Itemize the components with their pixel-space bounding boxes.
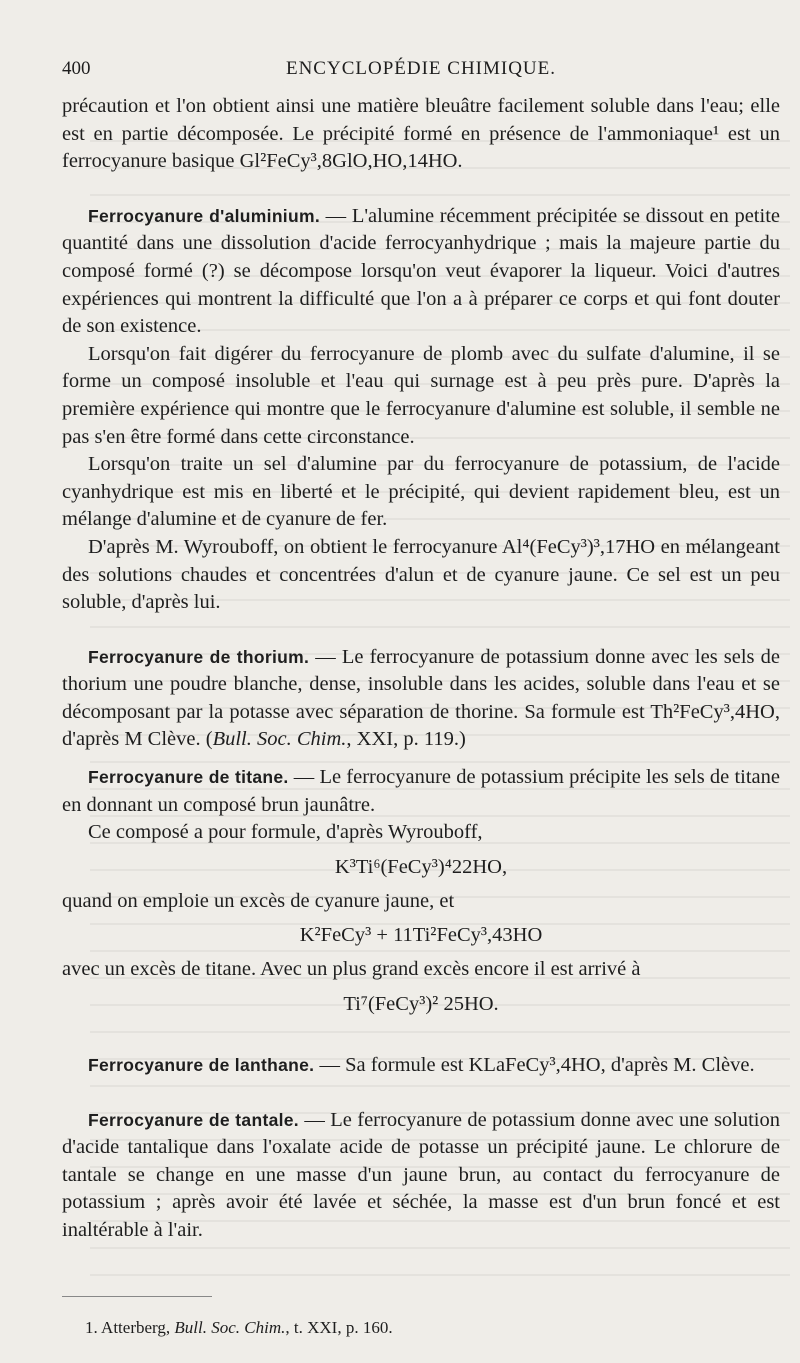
page-number: 400 xyxy=(62,58,91,79)
footnote-journal: Bull. Soc. Chim. xyxy=(174,1318,286,1337)
paragraph: Lorsqu'on traite un sel d'alumine par du ferrocyanure de potassium, de l'acide cyanhydrique est mis en liberté et le précipité, qui devient rapidement bleu, est un mélange d'alumine et de cyanure de fer. xyxy=(62,453,780,531)
page-header xyxy=(62,58,780,86)
formula: K³Ti⁶(FeCy³)⁴22HO, xyxy=(334,855,508,878)
paragraph: Ce composé a pour formule, d'après Wyrouboff, xyxy=(88,821,483,844)
section-titane: Ferrocyanure de titane. — Le ferrocyanure de potassium précipite les sels de titane en donnant un composé brun jaunâtre. xyxy=(62,766,781,816)
section-heading-lanthane: Ferrocyanure de lanthane. xyxy=(88,1055,315,1076)
section-heading-aluminium: Ferrocyanure d'aluminium. xyxy=(88,205,320,226)
journal-citation: Bull. Soc. Chim. xyxy=(212,728,347,751)
paragraph: quand on emploie un excès de cyanure jaune, et xyxy=(62,889,455,912)
section-aluminium: Ferrocyanure d'aluminium. — L'alumine récemment précipitée se dissout en petite quantité dans une dissolution d'acide ferrocyanhydrique ; mais la majeure partie du composé formé (?) se décompose lorsqu'on veut évaporer la liqueur. Voici d'autres expériences qui montrent la difficulté que l'on a à préparer ce corps et qui font douter de son existence. xyxy=(62,204,780,338)
section-tantale: Ferrocyanure de tantale. — Le ferrocyanure de potassium donne avec une solution d'acide tantalique dans l'oxalate acide de potasse un précipité jaune. Le chlorure de tantale se change en une masse d'un jaune brun, au contact du ferrocyanure de potassium ; après avoir été lavée et séchée, la masse est d'un brun foncé et est inaltérable à l'air. xyxy=(62,1108,781,1241)
section-heading-tantale: Ferrocyanure de tantale. xyxy=(88,1109,299,1130)
paragraph: Lorsqu'on fait digérer du ferrocyanure de plomb avec du sulfate d'alumine, il se forme un composé insoluble et l'eau qui surnage est à peu près pure. D'après la première expérience qui montre que le ferrocyanure d'alumine est soluble, il semble ne pas s'en être formé dans cette circonstance. xyxy=(62,342,780,448)
paragraph: avec un excès de titane. Avec un plus grand excès encore il est arrivé à xyxy=(62,958,641,981)
running-title: ENCYCLOPÉDIE CHIMIQUE. xyxy=(285,58,557,79)
body-text xyxy=(62,93,780,1245)
paragraph-continuation: précaution et l'on obtient ainsi une matière bleuâtre facilement soluble dans l'eau; elle est en partie décomposée. Le précipité formé en présence de l'ammoniaque¹ est un ferrocyanure basique Gl²FeCy³,8GlO,HO,14HO. xyxy=(62,95,780,173)
section-heading-titane: Ferrocyanure de titane. xyxy=(88,767,289,788)
section-thorium: Ferrocyanure de thorium. — Le ferrocyanure de potassium donne avec les sels de thorium une poudre blanche, dense, insoluble dans les acides, soluble dans l'eau et se décomposant par la potasse avec séparation de thorine. Sa formule est Th²FeCy³,4HO, d'après M Clève. (Bull. Soc. Chim., XXI, p. 119.) xyxy=(62,645,780,751)
footnote-rule xyxy=(62,1296,212,1297)
section-heading-thorium: Ferrocyanure de thorium. xyxy=(88,646,310,667)
footnote: 1. Atterberg, Bull. Soc. Chim., t. XXI, p. 160. xyxy=(85,1318,393,1337)
paragraph: D'après M. Wyrouboff, on obtient le ferrocyanure Al⁴(FeCy³)³,17HO en mélangeant des solutions chaudes et concentrées d'alun et de cyanure jaune. Ce sel est un peu soluble, d'après lui. xyxy=(62,535,780,614)
section-lanthane: Ferrocyanure de lanthane. — Sa formule est KLaFeCy³,4HO, d'après M. Clève. xyxy=(88,1054,755,1077)
formula: K²FeCy³ + 11Ti²FeCy³,43HO xyxy=(299,924,543,947)
formula: Ti⁷(FeCy³)² 25HO. xyxy=(343,993,499,1016)
